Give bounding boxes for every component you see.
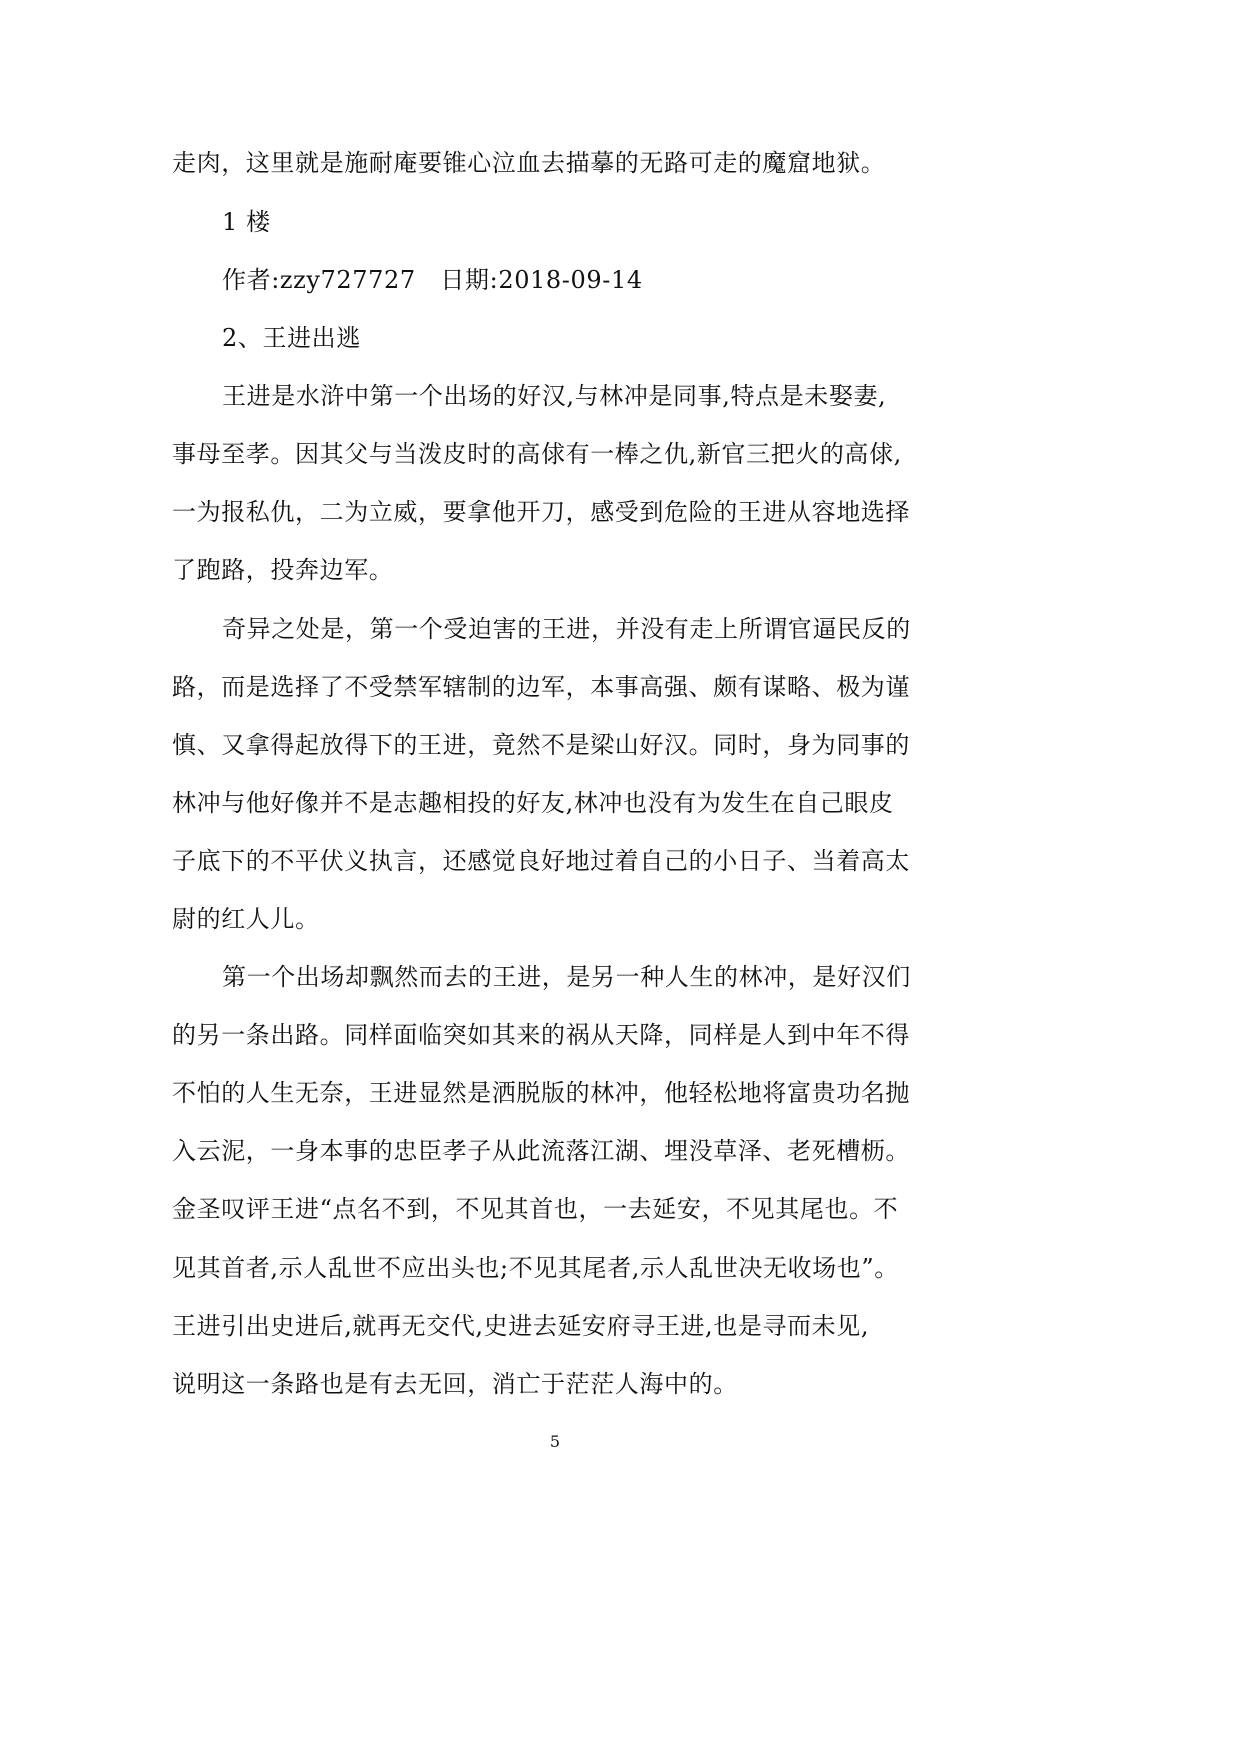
- text-line: 见其首者,示人乱世不应出头也;不见其尾者,示人乱世决无收场也”。: [172, 1254, 899, 1282]
- text-line: 事母至孝。因其父与当泼皮时的高俅有一棒之仇,新官三把火的高俅,: [172, 440, 902, 468]
- text-line: 金圣叹评王进“点名不到，不见其首也，一去延安，不见其尾也。不: [172, 1195, 899, 1223]
- text-line: 入云泥，一身本事的忠臣孝子从此流落江湖、埋没草泽、老死槽枥。: [172, 1137, 910, 1165]
- text-line: 尉的红人儿。: [172, 905, 320, 933]
- text-line: 奇异之处是，第一个受迫害的王进，并没有走上所谓官逼民反的: [222, 615, 911, 643]
- page-number: 5: [549, 1432, 561, 1451]
- text-line: 王进是水浒中第一个出场的好汉,与林冲是同事,特点是未娶妻,: [222, 382, 887, 410]
- text-line: 子底下的不平伏义执言，还感觉良好地过着自己的小日子、当着高太: [172, 847, 910, 875]
- text-line: 一为报私仇，二为立威，要拿他开刀，感受到危险的王进从容地选择: [172, 498, 910, 526]
- text-line: 了跑路，投奔边军。: [172, 556, 394, 584]
- text-line: 林冲与他好像并不是志趣相投的好友,林冲也没有为发生在自己眼皮: [172, 789, 894, 817]
- text-line: 路，而是选择了不受禁军辖制的边军，本事高强、颇有谋略、极为谨: [172, 673, 910, 701]
- author-date-line: 作者:zzy727727 日期:2018-09-14: [222, 266, 643, 294]
- text-line: 的另一条出路。同样面临突如其来的祸从天降，同样是人到中年不得: [172, 1021, 910, 1049]
- text-line: 第一个出场却飘然而去的王进，是另一种人生的林冲，是好汉们: [222, 963, 911, 991]
- text-line: 走肉，这里就是施耐庵要锥心泣血去描摹的无路可走的魔窟地狱。: [172, 149, 886, 177]
- text-line: 王进引出史进后,就再无交代,史进去延安府寻王进,也是寻而未见,: [172, 1312, 870, 1340]
- section-heading: 2、王进出逃: [222, 324, 361, 352]
- floor-label: 1 楼: [222, 208, 271, 236]
- text-line: 慎、又拿得起放得下的王进，竟然不是梁山好汉。同时，身为同事的: [172, 731, 910, 759]
- text-line: 不怕的人生无奈，王进显然是洒脱版的林冲，他轻松地将富贵功名抛: [172, 1079, 910, 1107]
- text-line: 说明这一条路也是有去无回，消亡于茫茫人海中的。: [172, 1370, 738, 1398]
